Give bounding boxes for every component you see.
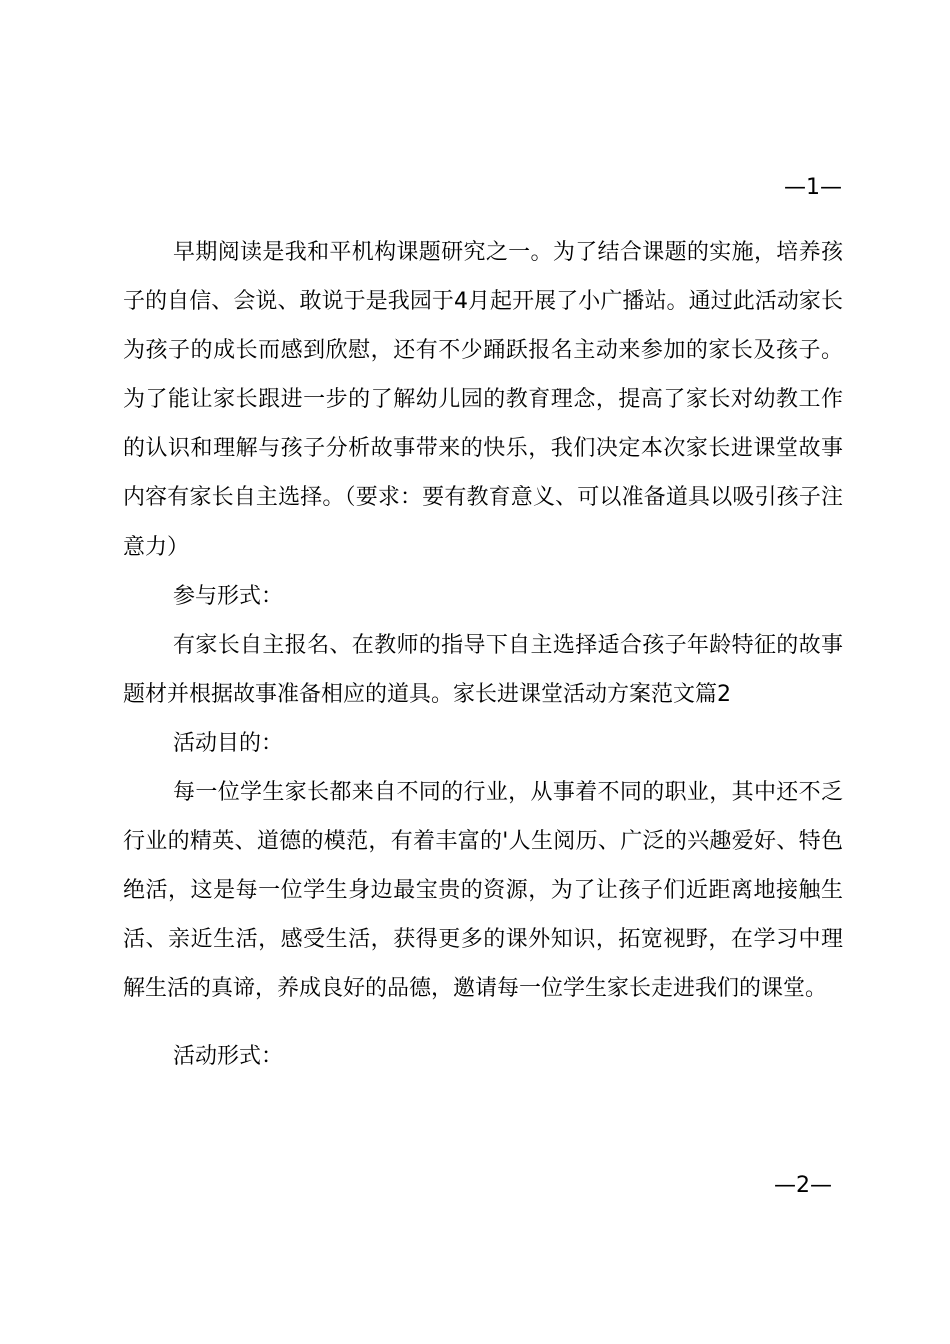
paragraph-activity-goal: 每一位学生家长都来自不同的行业，从事着不同的职业，其中还不乏行业的精英、道德的模范，有着丰富的'人生阅历、广泛的兴趣爱好、特色绝活，这是每一位学生身边最宝贵的资源，为了让孩子们近距离地接触生活、亲近生活，感受生活，获得更多的课外知识，拓宽视野，在学习中理解生活的真谛，养成良好的品德，邀请每一位学生家长走进我们的课堂。 [123,780,843,1002]
heading-activity-goal: 活动目的： [173,730,284,756]
paragraph-participation: 有家长自主报名、在教师的指导下自主选择适合孩子年龄特征的故事题材并根据故事准备相应的道具。家长进课堂活动方案范文篇2 [123,632,843,707]
heading-activity-form: 活动形式： [173,1043,284,1069]
document-body [123,228,843,1081]
paragraph-intro: 早期阅读是我和平机构课题研究之一。为了结合课题的实施，培养孩子的自信、会说、敢说于是我园于4月起开展了小广播站。通过此活动家长为孩子的成长而感到欣慰，还有不少踊跃报名主动来参加的家长及孩子。为了能让家长跟进一步的了解幼儿园的教育理念，提高了家长对幼教工作的认识和理解与孩子分析故事带来的快乐，我们决定本次家长进课堂故事内容有家长自主选择。（要求：要有教育意义、可以准备道具以吸引孩子注意力） [123,240,843,560]
page-number-top: —1— [784,175,842,200]
heading-participation-form: 参与形式： [173,583,284,609]
page-number-bottom: —2— [774,1173,832,1198]
